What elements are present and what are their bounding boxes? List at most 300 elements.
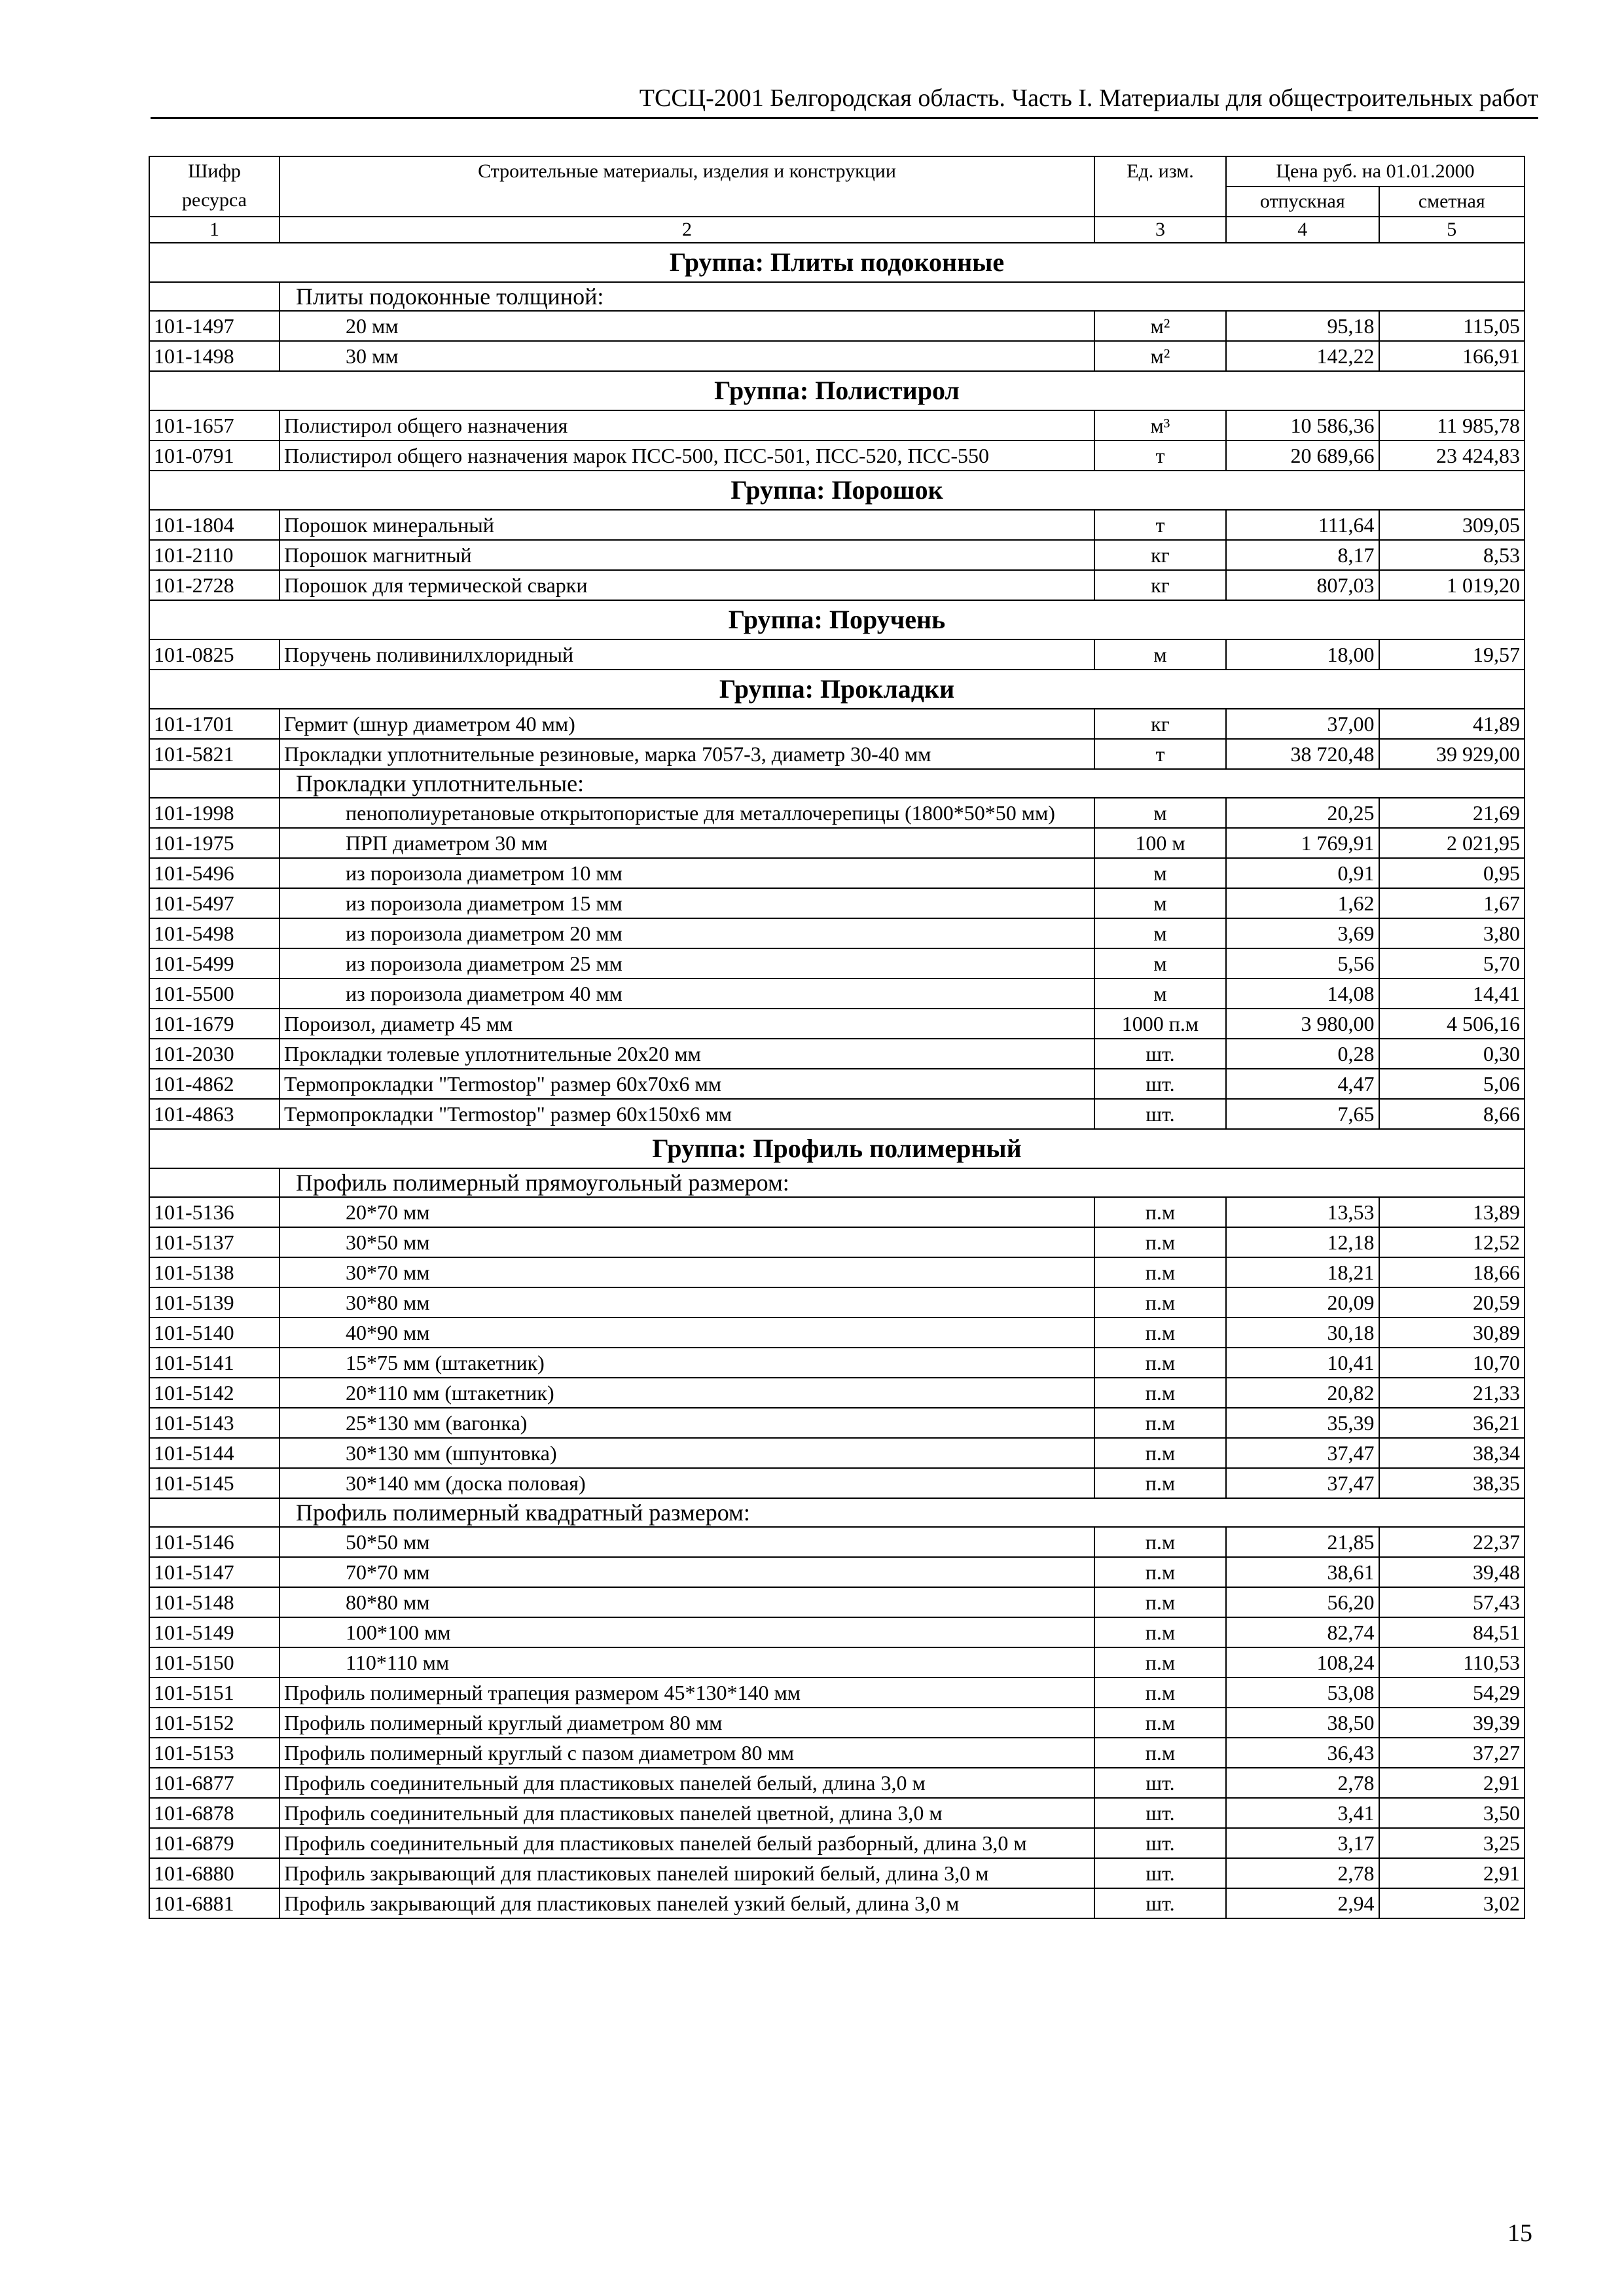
material-name-cell: Полистирол общего назначения марок ПСС-500, ПСС-501, ПСС-520, ПСС-550: [280, 440, 1094, 471]
table-row: [149, 828, 1525, 858]
unit-cell: кг: [1094, 709, 1226, 739]
estimate-price-cell: 115,05: [1379, 311, 1525, 341]
release-price-cell: 20 689,66: [1226, 440, 1379, 471]
estimate-price-cell: 2,91: [1379, 1768, 1525, 1798]
subgroup-header-row: [149, 1498, 1525, 1527]
release-price-cell: 142,22: [1226, 341, 1379, 371]
estimate-price-cell: 39,39: [1379, 1708, 1525, 1738]
material-name-cell: Поручень поливинилхлоридный: [280, 639, 1094, 670]
material-name-cell: 15*75 мм (штакетник): [280, 1348, 1094, 1378]
column-header-price-release: отпускная: [1226, 187, 1379, 217]
material-name-cell: Полистирол общего назначения: [280, 410, 1094, 440]
material-name-cell: 30*50 мм: [280, 1227, 1094, 1257]
table-row: [149, 1677, 1525, 1708]
material-name-cell: Профиль закрывающий для пластиковых панелей широкий белый, длина 3,0 м: [280, 1858, 1094, 1888]
unit-cell: м²: [1094, 341, 1226, 371]
material-name-cell: Профиль полимерный трапеция размером 45*130*140 мм: [280, 1677, 1094, 1708]
table-row: [149, 1408, 1525, 1438]
release-price-cell: 111,64: [1226, 510, 1379, 540]
table-row: [149, 1197, 1525, 1227]
release-price-cell: 5,56: [1226, 948, 1379, 978]
materials-price-table: [149, 156, 1525, 1919]
release-price-cell: 3,41: [1226, 1798, 1379, 1828]
table-row: [149, 1009, 1525, 1039]
material-name-cell: 80*80 мм: [280, 1587, 1094, 1617]
header-rule: [151, 117, 1538, 119]
estimate-price-cell: 2,91: [1379, 1858, 1525, 1888]
resource-code-cell: 101-5151: [149, 1677, 280, 1708]
release-price-cell: 807,03: [1226, 570, 1379, 600]
unit-cell: м²: [1094, 311, 1226, 341]
resource-code-cell: 101-5500: [149, 978, 280, 1009]
material-name-cell: из пороизола диаметром 40 мм: [280, 978, 1094, 1009]
resource-code-cell: 101-5499: [149, 948, 280, 978]
material-name-cell: ПРП диаметром 30 мм: [280, 828, 1094, 858]
release-price-cell: 36,43: [1226, 1738, 1379, 1768]
resource-code-cell: 101-5821: [149, 739, 280, 769]
unit-cell: п.м: [1094, 1587, 1226, 1617]
material-name-cell: из пороизола диаметром 25 мм: [280, 948, 1094, 978]
estimate-price-cell: 54,29: [1379, 1677, 1525, 1708]
release-price-cell: 37,47: [1226, 1438, 1379, 1468]
material-name-cell: Прокладки уплотнительные резиновые, марка 7057-3, диаметр 30-40 мм: [280, 739, 1094, 769]
unit-cell: м: [1094, 798, 1226, 828]
unit-cell: м: [1094, 858, 1226, 888]
resource-code-cell: 101-5141: [149, 1348, 280, 1378]
resource-code-cell: 101-5138: [149, 1257, 280, 1287]
group-title: Группа: Профиль полимерный: [149, 1129, 1525, 1168]
table-row: [149, 1257, 1525, 1287]
estimate-price-cell: 22,37: [1379, 1527, 1525, 1557]
resource-code-cell: 101-6880: [149, 1858, 280, 1888]
estimate-price-cell: 19,57: [1379, 639, 1525, 670]
unit-cell: т: [1094, 440, 1226, 471]
release-price-cell: 18,21: [1226, 1257, 1379, 1287]
resource-code-cell: 101-4862: [149, 1069, 280, 1099]
material-name-cell: Термопрокладки "Termostop" размер 60х150х6 мм: [280, 1099, 1094, 1129]
release-price-cell: 3,17: [1226, 1828, 1379, 1858]
group-title: Группа: Плиты подоконные: [149, 243, 1525, 282]
release-price-cell: 37,00: [1226, 709, 1379, 739]
material-name-cell: 70*70 мм: [280, 1557, 1094, 1587]
column-number: 3: [1094, 217, 1226, 243]
unit-cell: кг: [1094, 570, 1226, 600]
resource-code-cell: 101-5146: [149, 1527, 280, 1557]
release-price-cell: 82,74: [1226, 1617, 1379, 1647]
release-price-cell: 2,78: [1226, 1858, 1379, 1888]
unit-cell: п.м: [1094, 1738, 1226, 1768]
material-name-cell: 30*130 мм (шпунтовка): [280, 1438, 1094, 1468]
material-name-cell: Порошок минеральный: [280, 510, 1094, 540]
estimate-price-cell: 3,25: [1379, 1828, 1525, 1858]
table-row: [149, 1798, 1525, 1828]
estimate-price-cell: 18,66: [1379, 1257, 1525, 1287]
unit-cell: шт.: [1094, 1798, 1226, 1828]
estimate-price-cell: 39,48: [1379, 1557, 1525, 1587]
resource-code-cell: 101-5497: [149, 888, 280, 918]
material-name-cell: Профиль соединительный для пластиковых панелей белый, длина 3,0 м: [280, 1768, 1094, 1798]
table-row: [149, 1738, 1525, 1768]
release-price-cell: 1 769,91: [1226, 828, 1379, 858]
resource-code-cell: 101-1998: [149, 798, 280, 828]
estimate-price-cell: 84,51: [1379, 1617, 1525, 1647]
table-row: [149, 978, 1525, 1009]
estimate-price-cell: 41,89: [1379, 709, 1525, 739]
estimate-price-cell: 8,66: [1379, 1099, 1525, 1129]
group-header-row: [149, 600, 1525, 639]
table-row: [149, 440, 1525, 471]
material-name-cell: 40*90 мм: [280, 1318, 1094, 1348]
table-row: [149, 1318, 1525, 1348]
release-price-cell: 8,17: [1226, 540, 1379, 570]
resource-code-cell: 101-0825: [149, 639, 280, 670]
unit-cell: п.м: [1094, 1617, 1226, 1647]
unit-cell: п.м: [1094, 1527, 1226, 1557]
table-row: [149, 1468, 1525, 1498]
table-row: [149, 1039, 1525, 1069]
unit-cell: м: [1094, 978, 1226, 1009]
estimate-price-cell: 3,02: [1379, 1888, 1525, 1918]
unit-cell: шт.: [1094, 1888, 1226, 1918]
resource-code-cell: 101-2728: [149, 570, 280, 600]
estimate-price-cell: 30,89: [1379, 1318, 1525, 1348]
material-name-cell: из пороизола диаметром 20 мм: [280, 918, 1094, 948]
resource-code-cell: 101-5144: [149, 1438, 280, 1468]
material-name-cell: 30*140 мм (доска половая): [280, 1468, 1094, 1498]
unit-cell: 100 м: [1094, 828, 1226, 858]
subgroup-title: Профиль полимерный квадратный размером:: [280, 1498, 1525, 1527]
subgroup-spacer: [149, 1168, 280, 1197]
release-price-cell: 108,24: [1226, 1647, 1379, 1677]
material-name-cell: Профиль полимерный круглый с пазом диаметром 80 мм: [280, 1738, 1094, 1768]
release-price-cell: 95,18: [1226, 311, 1379, 341]
release-price-cell: 4,47: [1226, 1069, 1379, 1099]
estimate-price-cell: 1 019,20: [1379, 570, 1525, 600]
estimate-price-cell: 110,53: [1379, 1647, 1525, 1677]
table-row: [149, 1587, 1525, 1617]
running-header: ТССЦ-2001 Белгородская область. Часть I. Материалы для общестроительных работ: [639, 84, 1538, 112]
resource-code-cell: 101-5153: [149, 1738, 280, 1768]
estimate-price-cell: 0,95: [1379, 858, 1525, 888]
estimate-price-cell: 20,59: [1379, 1287, 1525, 1318]
group-title: Группа: Порошок: [149, 471, 1525, 510]
estimate-price-cell: 13,89: [1379, 1197, 1525, 1227]
material-name-cell: Профиль закрывающий для пластиковых панелей узкий белый, длина 3,0 м: [280, 1888, 1094, 1918]
group-header-row: [149, 670, 1525, 709]
column-number-row: [149, 217, 1525, 243]
release-price-cell: 37,47: [1226, 1468, 1379, 1498]
material-name-cell: Прокладки толевые уплотнительные 20х20 мм: [280, 1039, 1094, 1069]
unit-cell: п.м: [1094, 1287, 1226, 1318]
material-name-cell: 30*70 мм: [280, 1257, 1094, 1287]
release-price-cell: 20,09: [1226, 1287, 1379, 1318]
table-row: [149, 709, 1525, 739]
unit-cell: кг: [1094, 540, 1226, 570]
column-number: 5: [1379, 217, 1525, 243]
estimate-price-cell: 2 021,95: [1379, 828, 1525, 858]
release-price-cell: 38,61: [1226, 1557, 1379, 1587]
material-name-cell: Порошок для термической сварки: [280, 570, 1094, 600]
estimate-price-cell: 3,50: [1379, 1798, 1525, 1828]
release-price-cell: 3 980,00: [1226, 1009, 1379, 1039]
material-name-cell: 30*80 мм: [280, 1287, 1094, 1318]
release-price-cell: 10 586,36: [1226, 410, 1379, 440]
estimate-price-cell: 1,67: [1379, 888, 1525, 918]
table-row: [149, 918, 1525, 948]
unit-cell: м: [1094, 888, 1226, 918]
estimate-price-cell: 0,30: [1379, 1039, 1525, 1069]
group-header-row: [149, 471, 1525, 510]
subgroup-spacer: [149, 769, 280, 798]
release-price-cell: 20,82: [1226, 1378, 1379, 1408]
unit-cell: м: [1094, 639, 1226, 670]
material-name-cell: 20 мм: [280, 311, 1094, 341]
material-name-cell: Профиль соединительный для пластиковых панелей белый разборный, длина 3,0 м: [280, 1828, 1094, 1858]
release-price-cell: 0,91: [1226, 858, 1379, 888]
estimate-price-cell: 38,34: [1379, 1438, 1525, 1468]
table-row: [149, 1828, 1525, 1858]
unit-cell: м: [1094, 918, 1226, 948]
release-price-cell: 7,65: [1226, 1099, 1379, 1129]
release-price-cell: 2,78: [1226, 1768, 1379, 1798]
material-name-cell: Профиль соединительный для пластиковых панелей цветной, длина 3,0 м: [280, 1798, 1094, 1828]
material-name-cell: 110*110 мм: [280, 1647, 1094, 1677]
resource-code-cell: 101-5152: [149, 1708, 280, 1738]
unit-cell: т: [1094, 739, 1226, 769]
material-name-cell: Гермит (шнур диаметром 40 мм): [280, 709, 1094, 739]
column-header-code: Шифр ресурса: [149, 156, 280, 217]
release-price-cell: 53,08: [1226, 1677, 1379, 1708]
unit-cell: п.м: [1094, 1708, 1226, 1738]
release-price-cell: 12,18: [1226, 1227, 1379, 1257]
estimate-price-cell: 57,43: [1379, 1587, 1525, 1617]
unit-cell: м³: [1094, 410, 1226, 440]
estimate-price-cell: 5,06: [1379, 1069, 1525, 1099]
material-name-cell: Профиль полимерный круглый диаметром 80 мм: [280, 1708, 1094, 1738]
table-row: [149, 739, 1525, 769]
table-row: [149, 858, 1525, 888]
material-name-cell: 30 мм: [280, 341, 1094, 371]
estimate-price-cell: 5,70: [1379, 948, 1525, 978]
unit-cell: шт.: [1094, 1039, 1226, 1069]
table-row: [149, 1768, 1525, 1798]
unit-cell: п.м: [1094, 1468, 1226, 1498]
subgroup-header-row: [149, 1168, 1525, 1197]
column-number: 4: [1226, 217, 1379, 243]
resource-code-cell: 101-1975: [149, 828, 280, 858]
resource-code-cell: 101-6881: [149, 1888, 280, 1918]
table-row: [149, 1378, 1525, 1408]
subgroup-title: Прокладки уплотнительные:: [280, 769, 1525, 798]
estimate-price-cell: 11 985,78: [1379, 410, 1525, 440]
unit-cell: шт.: [1094, 1858, 1226, 1888]
table-row: [149, 1708, 1525, 1738]
resource-code-cell: 101-5147: [149, 1557, 280, 1587]
unit-cell: п.м: [1094, 1378, 1226, 1408]
column-header-price-estimate: сметная: [1379, 187, 1525, 217]
subgroup-header-row: [149, 282, 1525, 311]
estimate-price-cell: 39 929,00: [1379, 739, 1525, 769]
release-price-cell: 38,50: [1226, 1708, 1379, 1738]
unit-cell: п.м: [1094, 1348, 1226, 1378]
resource-code-cell: 101-5150: [149, 1647, 280, 1677]
unit-cell: п.м: [1094, 1227, 1226, 1257]
table-row: [149, 1858, 1525, 1888]
table-row: [149, 410, 1525, 440]
resource-code-cell: 101-1657: [149, 410, 280, 440]
table-row: [149, 1617, 1525, 1647]
release-price-cell: 56,20: [1226, 1587, 1379, 1617]
material-name-cell: 50*50 мм: [280, 1527, 1094, 1557]
estimate-price-cell: 23 424,83: [1379, 440, 1525, 471]
table-row: [149, 1647, 1525, 1677]
unit-cell: п.м: [1094, 1408, 1226, 1438]
subgroup-title: Плиты подоконные толщиной:: [280, 282, 1525, 311]
estimate-price-cell: 3,80: [1379, 918, 1525, 948]
unit-cell: п.м: [1094, 1197, 1226, 1227]
column-header-name: Строительные материалы, изделия и конструкции: [280, 156, 1094, 217]
column-number: 2: [280, 217, 1094, 243]
release-price-cell: 35,39: [1226, 1408, 1379, 1438]
unit-cell: шт.: [1094, 1828, 1226, 1858]
resource-code-cell: 101-1498: [149, 341, 280, 371]
unit-cell: шт.: [1094, 1099, 1226, 1129]
unit-cell: м: [1094, 948, 1226, 978]
unit-cell: шт.: [1094, 1768, 1226, 1798]
resource-code-cell: 101-2110: [149, 540, 280, 570]
material-name-cell: Порошок магнитный: [280, 540, 1094, 570]
resource-code-cell: 101-2030: [149, 1039, 280, 1069]
column-header-price: Цена руб. на 01.01.2000: [1226, 156, 1525, 187]
material-name-cell: из пороизола диаметром 10 мм: [280, 858, 1094, 888]
subgroup-title: Профиль полимерный прямоугольный размером:: [280, 1168, 1525, 1197]
group-header-row: [149, 371, 1525, 410]
unit-cell: п.м: [1094, 1438, 1226, 1468]
table-row: [149, 510, 1525, 540]
estimate-price-cell: 12,52: [1379, 1227, 1525, 1257]
estimate-price-cell: 36,21: [1379, 1408, 1525, 1438]
material-name-cell: 20*110 мм (штакетник): [280, 1378, 1094, 1408]
table-row: [149, 540, 1525, 570]
table-row: [149, 1527, 1525, 1557]
estimate-price-cell: 14,41: [1379, 978, 1525, 1009]
estimate-price-cell: 10,70: [1379, 1348, 1525, 1378]
estimate-price-cell: 38,35: [1379, 1468, 1525, 1498]
resource-code-cell: 101-0791: [149, 440, 280, 471]
estimate-price-cell: 21,69: [1379, 798, 1525, 828]
release-price-cell: 13,53: [1226, 1197, 1379, 1227]
table-row: [149, 341, 1525, 371]
group-header-row: [149, 1129, 1525, 1168]
resource-code-cell: 101-5149: [149, 1617, 280, 1647]
unit-cell: п.м: [1094, 1318, 1226, 1348]
table-row: [149, 1287, 1525, 1318]
resource-code-cell: 101-5139: [149, 1287, 280, 1318]
table-row: [149, 1557, 1525, 1587]
group-title: Группа: Поручень: [149, 600, 1525, 639]
resource-code-cell: 101-4863: [149, 1099, 280, 1129]
material-name-cell: 100*100 мм: [280, 1617, 1094, 1647]
table-row: [149, 639, 1525, 670]
table-row: [149, 1099, 1525, 1129]
material-name-cell: Пороизол, диаметр 45 мм: [280, 1009, 1094, 1039]
resource-code-cell: 101-6878: [149, 1798, 280, 1828]
unit-cell: т: [1094, 510, 1226, 540]
group-title: Группа: Прокладки: [149, 670, 1525, 709]
resource-code-cell: 101-5136: [149, 1197, 280, 1227]
column-number: 1: [149, 217, 280, 243]
release-price-cell: 38 720,48: [1226, 739, 1379, 769]
resource-code-cell: 101-1679: [149, 1009, 280, 1039]
estimate-price-cell: 21,33: [1379, 1378, 1525, 1408]
column-header-unit: Ед. изм.: [1094, 156, 1226, 217]
release-price-cell: 0,28: [1226, 1039, 1379, 1069]
table-body: [149, 243, 1525, 1918]
table-row: [149, 888, 1525, 918]
table-row: [149, 1069, 1525, 1099]
material-name-cell: пенополиуретановые открытопористые для металлочерепицы (1800*50*50 мм): [280, 798, 1094, 828]
resource-code-cell: 101-5498: [149, 918, 280, 948]
unit-cell: п.м: [1094, 1677, 1226, 1708]
estimate-price-cell: 37,27: [1379, 1738, 1525, 1768]
estimate-price-cell: 309,05: [1379, 510, 1525, 540]
estimate-price-cell: 4 506,16: [1379, 1009, 1525, 1039]
release-price-cell: 18,00: [1226, 639, 1379, 670]
release-price-cell: 21,85: [1226, 1527, 1379, 1557]
release-price-cell: 2,94: [1226, 1888, 1379, 1918]
release-price-cell: 3,69: [1226, 918, 1379, 948]
resource-code-cell: 101-5140: [149, 1318, 280, 1348]
material-name-cell: Термопрокладки "Termostop" размер 60х70х6 мм: [280, 1069, 1094, 1099]
resource-code-cell: 101-1497: [149, 311, 280, 341]
resource-code-cell: 101-1804: [149, 510, 280, 540]
table-row: [149, 1438, 1525, 1468]
resource-code-cell: 101-5496: [149, 858, 280, 888]
resource-code-cell: 101-5148: [149, 1587, 280, 1617]
subgroup-header-row: [149, 769, 1525, 798]
group-header-row: [149, 243, 1525, 282]
release-price-cell: 1,62: [1226, 888, 1379, 918]
unit-cell: п.м: [1094, 1557, 1226, 1587]
release-price-cell: 30,18: [1226, 1318, 1379, 1348]
table-row: [149, 311, 1525, 341]
release-price-cell: 14,08: [1226, 978, 1379, 1009]
resource-code-cell: 101-5137: [149, 1227, 280, 1257]
resource-code-cell: 101-1701: [149, 709, 280, 739]
release-price-cell: 20,25: [1226, 798, 1379, 828]
resource-code-cell: 101-5142: [149, 1378, 280, 1408]
material-name-cell: 25*130 мм (вагонка): [280, 1408, 1094, 1438]
resource-code-cell: 101-5143: [149, 1408, 280, 1438]
material-name-cell: из пороизола диаметром 15 мм: [280, 888, 1094, 918]
unit-cell: 1000 п.м: [1094, 1009, 1226, 1039]
table-row: [149, 570, 1525, 600]
release-price-cell: 10,41: [1226, 1348, 1379, 1378]
table-row: [149, 1888, 1525, 1918]
resource-code-cell: 101-5145: [149, 1468, 280, 1498]
table-row: [149, 1348, 1525, 1378]
resource-code-cell: 101-6877: [149, 1768, 280, 1798]
subgroup-spacer: [149, 282, 280, 311]
unit-cell: п.м: [1094, 1647, 1226, 1677]
table-row: [149, 1227, 1525, 1257]
page-number: 15: [1507, 2219, 1532, 2247]
unit-cell: шт.: [1094, 1069, 1226, 1099]
estimate-price-cell: 8,53: [1379, 540, 1525, 570]
unit-cell: п.м: [1094, 1257, 1226, 1287]
table-row: [149, 798, 1525, 828]
subgroup-spacer: [149, 1498, 280, 1527]
